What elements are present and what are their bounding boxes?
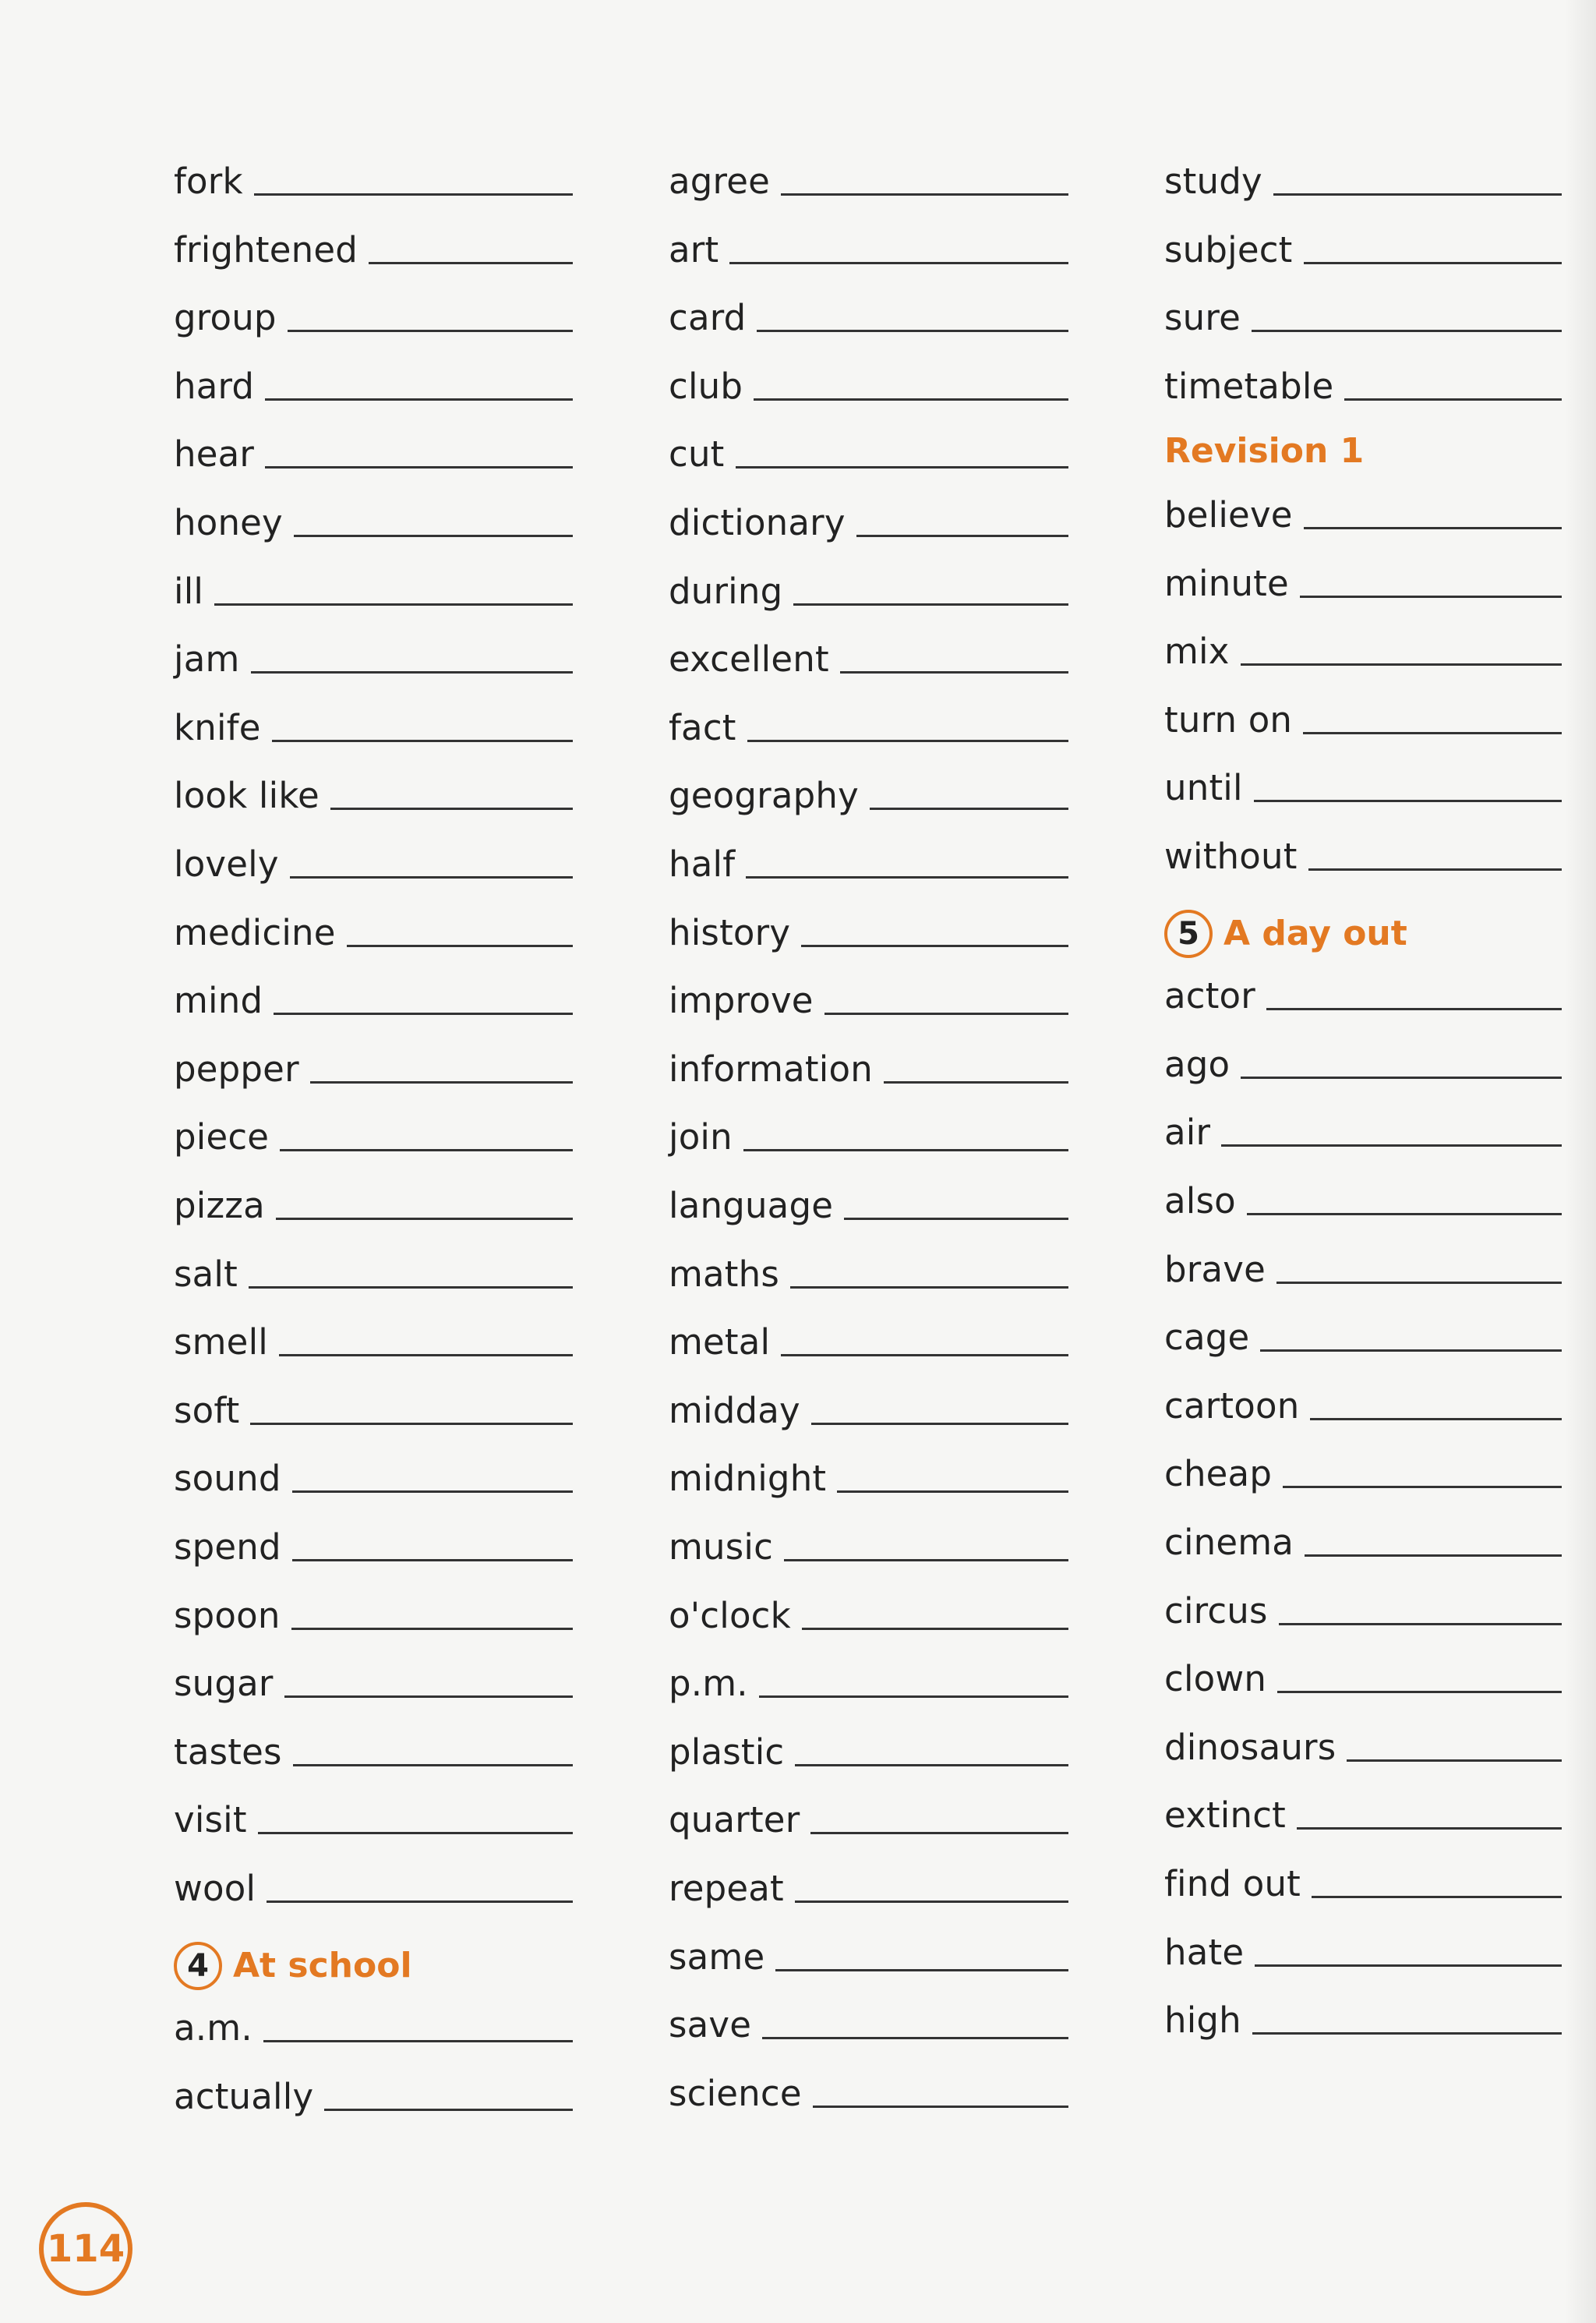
vocab-word: fact: [669, 706, 736, 748]
answer-line[interactable]: [801, 945, 1068, 947]
answer-line[interactable]: [736, 466, 1068, 468]
answer-line[interactable]: [292, 1559, 573, 1561]
vocab-entry: [669, 1449, 1068, 1500]
answer-line[interactable]: [1308, 868, 1562, 871]
vocab-word: p.m.: [669, 1663, 748, 1705]
vocab-word: also: [1164, 1180, 1236, 1222]
section-heading-title: At school: [233, 1946, 412, 1986]
answer-line[interactable]: [274, 1013, 573, 1015]
vocab-word: turn on: [1164, 698, 1293, 741]
vocab-entry: [669, 1586, 1068, 1636]
vocab-word: dinosaurs: [1164, 1726, 1336, 1768]
answer-line[interactable]: [1254, 800, 1562, 802]
vocab-entry: [174, 1999, 573, 2049]
answer-line[interactable]: [288, 330, 573, 332]
vocab-entry: [174, 971, 573, 1022]
unit-number-badge: 5: [1164, 910, 1213, 958]
vocab-word: spoon: [174, 1594, 281, 1636]
vocab-entry: [1164, 827, 1562, 877]
vocab-entry: [174, 425, 573, 476]
answer-line[interactable]: [1247, 1213, 1562, 1215]
answer-line[interactable]: [759, 1695, 1068, 1698]
answer-line[interactable]: [1241, 1077, 1562, 1079]
answer-line[interactable]: [1304, 262, 1562, 264]
vocab-entry: [669, 835, 1068, 885]
vocab-word: clown: [1164, 1658, 1267, 1700]
vocab-word: same: [669, 1936, 765, 1978]
vocab-entry: [669, 357, 1068, 407]
vocab-entry: [174, 288, 573, 339]
answer-line[interactable]: [294, 535, 573, 537]
answer-line[interactable]: [1252, 330, 1562, 332]
vocab-entry: [1164, 622, 1562, 673]
answer-line[interactable]: [290, 876, 573, 879]
answer-line[interactable]: [1310, 1418, 1562, 1420]
answer-line[interactable]: [824, 1013, 1068, 1015]
vocab-word: hard: [174, 365, 255, 407]
vocab-entry: [1164, 1991, 1562, 2042]
answer-line[interactable]: [1255, 1964, 1562, 1967]
vocab-word: mix: [1164, 631, 1230, 673]
answer-line[interactable]: [810, 1832, 1068, 1834]
vocab-word: hear: [174, 433, 255, 476]
vocab-entry: [669, 1996, 1068, 2046]
vocab-word: timetable: [1164, 365, 1334, 407]
vocab-word: cheap: [1164, 1453, 1273, 1495]
vocab-word: save: [669, 2004, 752, 2046]
vocab-entry: [1164, 1513, 1562, 1563]
vocab-entry: [174, 1859, 573, 1909]
answer-line[interactable]: [1260, 1349, 1562, 1352]
answer-line[interactable]: [276, 1218, 573, 1220]
vocab-word: geography: [669, 775, 859, 817]
answer-line[interactable]: [795, 1900, 1068, 1903]
answer-line[interactable]: [1266, 1008, 1562, 1010]
answer-line[interactable]: [746, 876, 1068, 879]
answer-line[interactable]: [1344, 398, 1562, 401]
answer-line[interactable]: [249, 1286, 573, 1289]
vocab-entry: [669, 1108, 1068, 1158]
vocab-word: fork: [174, 161, 243, 202]
page-edge-shadow: [1565, 0, 1596, 2323]
vocab-entry: [1164, 486, 1562, 536]
section-heading: [174, 1942, 412, 1990]
vocab-entry: [174, 1313, 573, 1363]
vocab-word: card: [669, 297, 747, 339]
answer-line[interactable]: [793, 603, 1068, 606]
vocab-entry: [174, 1723, 573, 1773]
vocab-entry: [1164, 1786, 1562, 1837]
answer-line[interactable]: [729, 262, 1068, 264]
answer-line[interactable]: [267, 1900, 573, 1903]
vocab-word: maths: [669, 1253, 780, 1295]
answer-line[interactable]: [795, 1764, 1068, 1766]
vocab-entry: [669, 152, 1068, 202]
answer-line[interactable]: [775, 1969, 1068, 1971]
vocab-entry: [669, 1654, 1068, 1705]
vocab-word: sure: [1164, 297, 1241, 339]
answer-line[interactable]: [272, 740, 573, 742]
vocab-word: language: [669, 1185, 834, 1226]
vocab-word: o'clock: [669, 1594, 791, 1636]
vocab-word: music: [669, 1526, 774, 1568]
vocab-word: art: [669, 228, 719, 270]
vocab-entry: [1164, 1582, 1562, 1632]
vocab-entry: [669, 1176, 1068, 1226]
answer-line[interactable]: [754, 398, 1068, 401]
answer-line[interactable]: [280, 1149, 573, 1151]
vocab-word: dictionary: [669, 502, 846, 543]
vocab-word: pepper: [174, 1048, 299, 1090]
vocab-entry: [1164, 967, 1562, 1017]
vocab-word: join: [669, 1116, 733, 1158]
vocab-word: salt: [174, 1253, 238, 1295]
vocab-word: brave: [1164, 1248, 1266, 1290]
answer-line[interactable]: [250, 1423, 573, 1425]
answer-line[interactable]: [251, 671, 573, 674]
vocab-word: quarter: [669, 1799, 800, 1841]
vocab-entry: [669, 903, 1068, 953]
vocab-entry: [669, 698, 1068, 748]
answer-line[interactable]: [1252, 2032, 1562, 2035]
vocab-word: cut: [669, 433, 725, 476]
vocab-entry: [1164, 288, 1562, 339]
vocab-word: improve: [669, 980, 814, 1022]
vocab-entry: [669, 2064, 1068, 2114]
vocab-word: science: [669, 2072, 802, 2114]
vocab-entry: [1164, 221, 1562, 270]
answer-line[interactable]: [802, 1628, 1068, 1630]
answer-line[interactable]: [813, 2106, 1068, 2108]
answer-line[interactable]: [762, 2037, 1068, 2039]
vocab-word: history: [669, 911, 791, 953]
vocab-entry: [1164, 357, 1562, 407]
vocab-entry: [1164, 1855, 1562, 1904]
answer-line[interactable]: [1279, 1623, 1562, 1625]
vocab-word: information: [669, 1048, 873, 1090]
section-heading-title: Revision 1: [1164, 431, 1365, 472]
vocab-entry: [669, 1723, 1068, 1773]
vocab-entry: [1164, 1103, 1562, 1154]
answer-line[interactable]: [811, 1423, 1068, 1425]
vocab-word: soft: [174, 1389, 240, 1431]
answer-line[interactable]: [837, 1490, 1068, 1493]
answer-line[interactable]: [258, 1832, 573, 1834]
answer-line[interactable]: [293, 1764, 573, 1766]
vocab-entry: [669, 766, 1068, 817]
answer-line[interactable]: [254, 193, 573, 196]
vocab-word: look like: [174, 775, 320, 817]
vocab-entry: [669, 1859, 1068, 1909]
answer-line[interactable]: [784, 1559, 1068, 1561]
vocab-entry: [174, 1791, 573, 1841]
vocab-word: without: [1164, 836, 1298, 877]
vocab-word: mind: [174, 980, 263, 1022]
vocab-entry: [669, 971, 1068, 1022]
vocab-entry: [669, 1381, 1068, 1431]
answer-line[interactable]: [1303, 732, 1562, 734]
vocab-word: cage: [1164, 1317, 1250, 1359]
vocab-word: plastic: [669, 1731, 785, 1773]
answer-line[interactable]: [1304, 527, 1562, 529]
answer-line[interactable]: [265, 466, 573, 468]
vocab-word: during: [669, 570, 783, 612]
vocab-entry: [174, 1108, 573, 1158]
vocab-word: cinema: [1164, 1522, 1294, 1563]
answer-line[interactable]: [1297, 1827, 1562, 1830]
vocab-word: midday: [669, 1389, 800, 1431]
answer-line[interactable]: [265, 398, 573, 401]
vocab-entry: [174, 1040, 573, 1090]
vocab-entry: [1164, 1649, 1562, 1700]
vocab-entry: [174, 1654, 573, 1705]
vocab-word: half: [669, 843, 736, 885]
vocab-entry: [1164, 1718, 1562, 1768]
section-heading: [1164, 431, 1364, 471]
answer-line[interactable]: [291, 1628, 573, 1630]
vocab-word: a.m.: [174, 2007, 252, 2049]
vocab-word: tastes: [174, 1731, 282, 1773]
vocab-word: frightened: [174, 228, 358, 270]
vocab-word: extinct: [1164, 1794, 1286, 1837]
answer-line[interactable]: [790, 1286, 1068, 1289]
vocab-word: spend: [174, 1526, 281, 1568]
vocab-entry: [174, 562, 573, 612]
vocab-entry: [174, 766, 573, 817]
answer-line[interactable]: [347, 945, 573, 947]
answer-line[interactable]: [1305, 1554, 1562, 1557]
vocab-word: knife: [174, 706, 261, 748]
vocab-entry: [669, 221, 1068, 270]
vocab-entry: [1164, 1172, 1562, 1222]
vocab-entry: [174, 1381, 573, 1431]
vocab-word: agree: [669, 161, 771, 202]
vocab-entry: [1164, 1240, 1562, 1290]
vocab-word: hate: [1164, 1931, 1245, 1973]
vocab-entry: [669, 493, 1068, 543]
answer-line[interactable]: [279, 1354, 573, 1356]
vocab-entry: [174, 2067, 573, 2117]
vocab-word: excellent: [669, 638, 829, 681]
answer-line[interactable]: [884, 1081, 1068, 1084]
vocab-word: cartoon: [1164, 1384, 1300, 1427]
vocab-entry: [1164, 691, 1562, 741]
vocab-word: high: [1164, 1999, 1241, 2042]
answer-line[interactable]: [1273, 193, 1562, 196]
section-heading-title: A day out: [1223, 914, 1407, 954]
vocab-word: jam: [174, 638, 240, 681]
vocab-entry: [174, 152, 573, 202]
vocab-word: group: [174, 297, 277, 339]
vocab-word: club: [669, 365, 743, 407]
vocab-entry: [174, 1518, 573, 1568]
vocab-entry: [669, 1245, 1068, 1295]
vocab-word: lovely: [174, 843, 279, 885]
vocab-entry: [669, 1791, 1068, 1841]
answer-line[interactable]: [1283, 1486, 1562, 1488]
vocab-word: midnight: [669, 1458, 827, 1500]
vocab-word: find out: [1164, 1863, 1301, 1904]
vocab-word: minute: [1164, 562, 1289, 604]
vocab-word: piece: [174, 1116, 270, 1158]
answer-line[interactable]: [1312, 1896, 1562, 1898]
vocab-entry: [1164, 554, 1562, 604]
vocab-entry: [174, 1176, 573, 1226]
vocab-entry: [174, 221, 573, 270]
vocab-entry: [669, 1928, 1068, 1978]
answer-line[interactable]: [1276, 1282, 1562, 1284]
vocab-entry: [174, 357, 573, 407]
vocab-word: actor: [1164, 975, 1255, 1017]
vocab-entry: [174, 903, 573, 953]
vocab-entry: [669, 288, 1068, 339]
vocab-entry: [174, 698, 573, 748]
vocab-entry: [174, 1586, 573, 1636]
answer-line[interactable]: [1300, 596, 1562, 598]
vocab-word: until: [1164, 767, 1243, 809]
vocab-entry: [1164, 1308, 1562, 1359]
answer-line[interactable]: [310, 1081, 573, 1084]
vocab-entry: [669, 562, 1068, 612]
vocab-entry: [174, 835, 573, 885]
vocab-entry: [174, 630, 573, 681]
vocab-entry: [174, 1449, 573, 1500]
vocab-word: actually: [174, 2075, 314, 2117]
vocab-entry: [669, 425, 1068, 476]
answer-line[interactable]: [747, 740, 1068, 742]
answer-line[interactable]: [781, 193, 1068, 196]
section-heading: [1164, 910, 1407, 958]
answer-line[interactable]: [214, 603, 573, 606]
vocab-word: repeat: [669, 1868, 784, 1909]
answer-line[interactable]: [840, 671, 1068, 674]
vocab-word: study: [1164, 161, 1262, 202]
vocab-word: ago: [1164, 1043, 1231, 1085]
answer-line[interactable]: [1241, 663, 1562, 666]
vocab-entry: [669, 1313, 1068, 1363]
answer-line[interactable]: [757, 330, 1068, 332]
vocab-entry: [1164, 152, 1562, 202]
vocab-word: subject: [1164, 228, 1293, 270]
vocab-entry: [1164, 1035, 1562, 1085]
answer-line[interactable]: [324, 2109, 573, 2111]
answer-line[interactable]: [844, 1218, 1068, 1220]
answer-line[interactable]: [1277, 1691, 1562, 1693]
vocab-entry: [174, 1245, 573, 1295]
vocab-word: medicine: [174, 911, 336, 953]
vocab-entry: [1164, 1377, 1562, 1427]
vocab-entry: [1164, 758, 1562, 809]
answer-line[interactable]: [1221, 1144, 1562, 1147]
answer-line[interactable]: [1347, 1759, 1562, 1762]
vocab-entry: [669, 630, 1068, 681]
vocab-entry: [1164, 1923, 1562, 1973]
unit-number-badge: 4: [174, 1942, 222, 1990]
vocab-entry: [669, 1040, 1068, 1090]
vocab-word: metal: [669, 1321, 771, 1363]
vocab-word: air: [1164, 1112, 1211, 1154]
answer-line[interactable]: [330, 808, 573, 810]
answer-line[interactable]: [369, 262, 573, 264]
vocab-word: ill: [174, 570, 204, 612]
answer-line[interactable]: [263, 2040, 573, 2042]
page-number: 114: [39, 2202, 132, 2296]
vocab-word: sugar: [174, 1663, 274, 1705]
vocab-word: believe: [1164, 494, 1293, 536]
vocab-word: honey: [174, 502, 283, 543]
vocab-word: wool: [174, 1868, 256, 1909]
vocab-entry: [669, 1518, 1068, 1568]
answer-line[interactable]: [856, 535, 1068, 537]
vocab-word: visit: [174, 1799, 247, 1841]
vocab-word: sound: [174, 1458, 281, 1500]
vocab-word: circus: [1164, 1589, 1268, 1632]
answer-line[interactable]: [743, 1149, 1068, 1151]
answer-line[interactable]: [781, 1354, 1068, 1356]
answer-line[interactable]: [292, 1490, 573, 1493]
answer-line[interactable]: [870, 808, 1068, 810]
vocab-word: smell: [174, 1321, 268, 1363]
vocab-entry: [1164, 1444, 1562, 1495]
vocab-entry: [174, 493, 573, 543]
answer-line[interactable]: [284, 1695, 573, 1698]
vocab-word: pizza: [174, 1185, 265, 1226]
